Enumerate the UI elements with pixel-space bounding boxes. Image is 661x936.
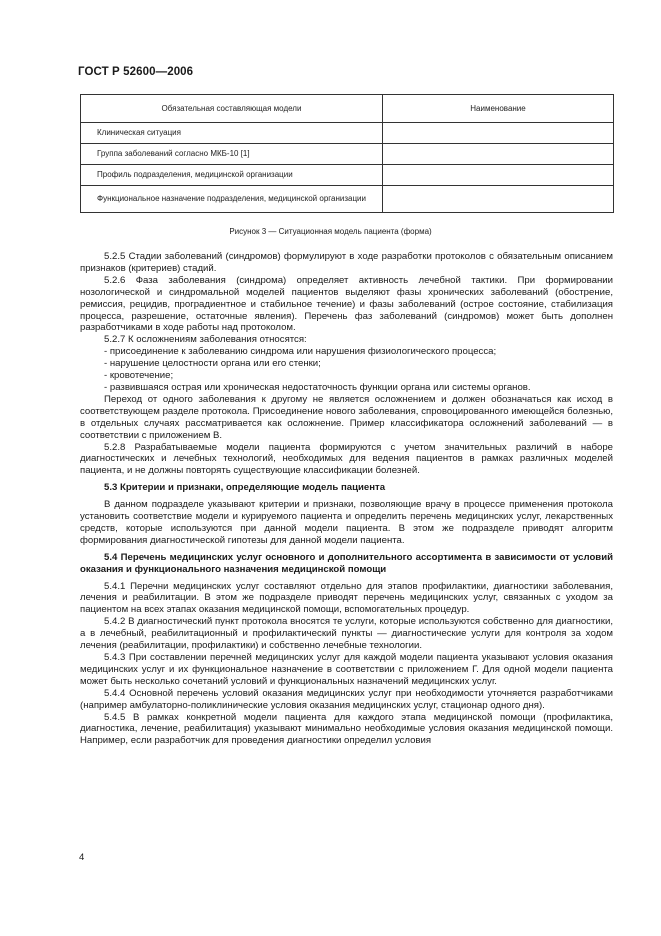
paragraph: 5.4.5 В рамках конкретной модели пациента для каждого этапа медицинской помощи (профилактика, диагностика, лечение, реабилитация) указывают минимально необходимые условия оказания медицинской помощи. Например, если разработчик для проведения диагностики определил условия bbox=[80, 711, 613, 747]
paragraph: В данном подразделе указывают критерии и признаки, позволяющие врачу в процессе применения протокола установить соответствие модели и курируемого пациента и определить перечень медицинских услуг, лекарственных средств, которые используются при данной модели пациента. В этом же подразделе приводят алгоритм формирования диагностической гипотезы для данной модели пациента. bbox=[80, 499, 613, 546]
paragraph: 5.4.2 В диагностический пункт протокола вносятся те услуги, которые используются собственно для диагностики, а в лечебный, реабилитационный и профилактический пункты — диагностические услуги для контроля за ходом лечения (реабилитации, профилактики) и собственно лечебные технологии. bbox=[80, 616, 613, 652]
paragraph: 5.2.7 К осложнениям заболевания относятся: bbox=[104, 334, 307, 346]
section-heading: 5.4 Перечень медицинских услуг основного и дополнительного ассортимента в зависимости от условий оказания и функционального назначения медицинской помощи bbox=[80, 551, 613, 575]
document-header: ГОСТ Р 52600—2006 bbox=[78, 66, 194, 78]
table-cell-empty bbox=[383, 186, 614, 213]
paragraph: 5.4.4 Основной перечень условий оказания медицинских услуг при необходимости уточняется разработчиками (например амбулаторно-поликлинические условия оказания медицинских услуг, стационар одного дня). bbox=[80, 687, 613, 711]
patient-model-table bbox=[80, 94, 614, 213]
table-row bbox=[81, 144, 614, 165]
paragraph: 5.2.5 Стадии заболеваний (синдромов) формулируют в ходе разработки протоколов с обязательным описанием признаков (критериев) стадий. bbox=[80, 251, 613, 274]
table-cell: Клиническая ситуация bbox=[81, 123, 383, 144]
table-row bbox=[81, 123, 614, 144]
figure-caption: Рисунок 3 — Ситуационная модель пациента (форма) bbox=[229, 227, 432, 236]
paragraph: 5.2.8 Разрабатываемые модели пациента формируются с учетом значительных различий в наборе диагностических и лечебных технологий, необходимых для ведения пациентов в рамках различных моделей пациента, и не должны повторять существующие классификации болезней. bbox=[80, 441, 613, 477]
list-item: - развившаяся острая или хроническая недостаточность функции органа или системы органов. bbox=[104, 381, 531, 393]
table-cell: Профиль подразделения, медицинской организации bbox=[81, 165, 383, 186]
paragraph: 5.2.6 Фаза заболевания (синдрома) определяет активность лечебной тактики. При формировании нозологической и синдромальной моделей пациентов выделяют фазы хронических заболеваний (обострение, ремиссия, рецидив, проградиентное и стабильное течение) и фазы заболеваний (острое состояние, стабилизация процесса, разрешение, остаточные явления). Перечень фаз заболеваний (синдромов) может быть дополнен разработчиками в ходе работы над протоколом. bbox=[80, 274, 613, 334]
table-header-row bbox=[81, 95, 614, 123]
table-row bbox=[81, 165, 614, 186]
table-cell-empty bbox=[383, 123, 614, 144]
table-header-cell: Обязательная составляющая модели bbox=[81, 95, 383, 123]
paragraph: 5.4.3 При составлении перечней медицинских услуг для каждой модели пациента указывают условия оказания медицинских услуг и их функциональное назначение в соответствии с приложением Г. Для одной модели пациента может быть несколько сочетаний условий и функциональных назначений медицинских услуг. bbox=[80, 652, 613, 687]
table-cell-empty bbox=[383, 165, 614, 186]
body-text bbox=[80, 251, 613, 747]
table-header-cell: Наименование bbox=[383, 95, 614, 123]
paragraph: 5.4.1 Перечни медицинских услуг составляют отдельно для этапов профилактики, диагностики заболевания, лечения и реабилитации. В этом же подразделе приводят перечень медицинских услуг, связанных с уходом за пациентом на всех этапах оказания медицинской помощи, вспомогательных процедур. bbox=[80, 580, 613, 616]
list-item: - присоединение к заболеванию синдрома или нарушения физиологического процесса; bbox=[104, 346, 497, 358]
table-cell: Группа заболеваний согласно МКБ-10 [1] bbox=[81, 144, 383, 165]
list-item: - нарушение целостности органа или его стенки; bbox=[104, 358, 321, 370]
list-item: - кровотечение; bbox=[104, 370, 174, 382]
table-cell: Функциональное назначение подразделения, медицинской организации bbox=[81, 186, 383, 213]
page-number: 4 bbox=[79, 852, 85, 863]
table-cell-empty bbox=[383, 144, 614, 165]
table-row bbox=[81, 186, 614, 213]
paragraph: Переход от одного заболевания к другому не является осложнением и должен обозначаться как исход в соответствующем разделе протокола. Присоединение нового заболевания, спровоцированного имеющейся болезнью, в отдельных случаях рассматривается как осложнение. Пример классификатора осложнений заболеваний — в соответствии с приложением В. bbox=[80, 393, 613, 441]
section-heading: 5.3 Критерии и признаки, определяющие модель пациента bbox=[104, 482, 386, 494]
